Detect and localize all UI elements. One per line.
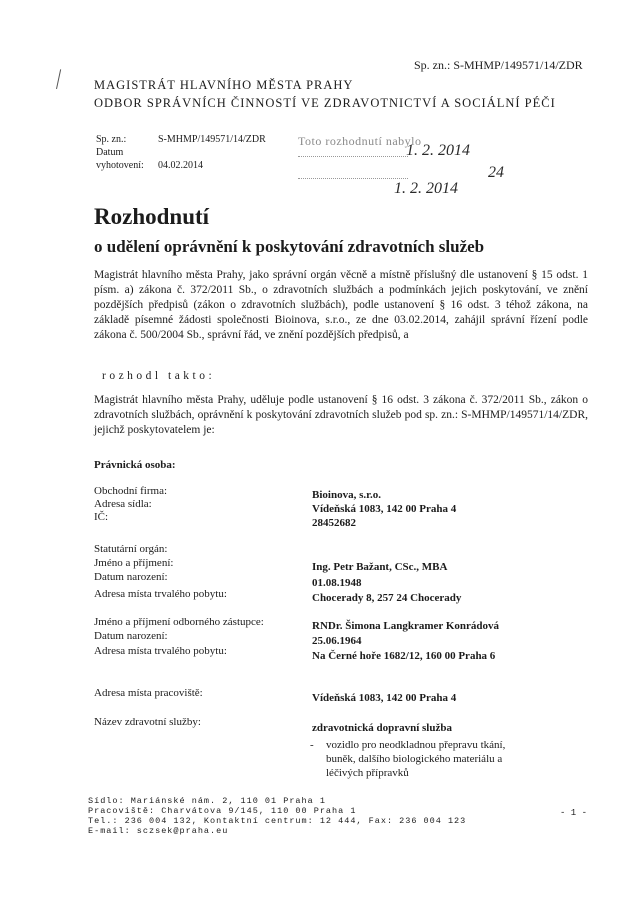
margin-mark — [56, 69, 69, 90]
handwritten-number: 24 — [488, 164, 504, 181]
footer-line-address: Sídlo: Mariánské nám. 2, 110 01 Praha 1 — [88, 796, 326, 806]
list-bullet: - — [310, 739, 314, 751]
zastupce-value: RNDr. Šimona Langkramer Konrádová — [312, 620, 500, 632]
page-number: - 1 - — [560, 808, 588, 818]
footer-line-phone: Tel.: 236 004 132, Kontaktní centrum: 12 444, Fax: 236 004 123 — [88, 816, 467, 826]
ic-label: IČ: — [94, 511, 109, 523]
stamp-text: Toto rozhodnutí nabylo — [298, 134, 422, 148]
section-title: Právnická osoba: — [94, 459, 176, 471]
list-item: vozidlo pro neodkladnou přepravu tkání, buněk, dalšího biologického materiálu a léčivých přípravků — [326, 739, 506, 779]
footer-contact — [88, 796, 466, 836]
narozeni-value: 01.08.1948 — [312, 577, 362, 589]
reference-number-top: Sp. zn.: S-MHMP/149571/14/ZDR — [414, 58, 583, 72]
zastupce-narozeni-label: Datum narození: — [94, 630, 168, 642]
vyhotoveni-label: vyhotovení: — [96, 160, 144, 171]
pobyt-label: Adresa místa trvalého pobytu: — [94, 588, 227, 600]
sp-zn-label: Sp. zn.: — [96, 134, 127, 145]
firma-label: Obchodní firma: — [94, 485, 168, 497]
handwritten-date-1: 1. 2. 2014 — [406, 142, 470, 159]
document-subtitle: o udělení oprávnění k poskytování zdravotních služeb — [94, 237, 485, 256]
document-title: Rozhodnutí — [94, 204, 210, 229]
ic-value: 28452682 — [312, 517, 356, 529]
footer-line-office: Pracoviště: Charvátova 9/145, 110 00 Praha 1 — [88, 806, 357, 816]
authority-name: MAGISTRÁT HLAVNÍHO MĚSTA PRAHY — [94, 78, 354, 92]
decision-paragraph: Magistrát hlavního města Prahy, uděluje podle ustanovení § 16 odst. 3 zákona č. 372/2011 Sb., zákon o zdravotních službách, oprávnění k poskytování zdravotních služeb pod sp. zn.: S-MHMP/149571/14/ZDR, jejichž poskytovatelem je: — [94, 394, 588, 436]
sp-zn-value: S-MHMP/149571/14/ZDR — [158, 134, 266, 145]
zastupce-narozeni-value: 25.06.1964 — [312, 635, 362, 647]
decision-heading: rozhodl takto: — [102, 370, 216, 382]
stamp-dotted-line — [298, 156, 408, 158]
footer-line-email: E-mail: sczsek@praha.eu — [88, 826, 229, 836]
firma-value: Bioinova, s.r.o. — [312, 489, 381, 501]
narozeni-label: Datum narození: — [94, 571, 168, 583]
zastupce-pobyt-value: Na Černé hoře 1682/12, 160 00 Praha 6 — [312, 650, 496, 662]
sluzba-label: Název zdravotní služby: — [94, 716, 201, 728]
handwritten-date-2: 1. 2. 2014 — [394, 180, 458, 197]
pracoviste-label: Adresa místa pracoviště: — [94, 687, 203, 699]
jmeno-label: Jméno a příjmení: — [94, 557, 174, 569]
zastupce-pobyt-label: Adresa místa trvalého pobytu: — [94, 645, 227, 657]
pobyt-value: Chocerady 8, 257 24 Chocerady — [312, 592, 462, 604]
datum-label: Datum — [96, 147, 124, 158]
datum-value: 04.02.2014 — [158, 160, 203, 171]
department-name: ODBOR SPRÁVNÍCH ČINNOSTÍ VE ZDRAVOTNICTVÍ A SOCIÁLNÍ PÉČI — [94, 96, 556, 110]
intro-paragraph: Magistrát hlavního města Prahy, jako správní orgán věcně a místně příslušný dle ustanovení § 15 odst. 1 písm. a) zákona č. 372/2011 Sb., o zdravotních službách a podmínkách jejich poskytování, ve znění pozdějších předpisů (zákon o zdravotních službách), podle ustanovení § 16 odst. 3 téhož zákona, na základě písemné žádosti společnosti Bioinova, s.r.o., ze dne 03.02.2014, zahájil správní řízení podle zákona č. 500/2004 Sb., správní řád, ve znění pozdějších předpisů, a — [94, 269, 588, 341]
statutarni-label: Statutární orgán: — [94, 543, 168, 555]
jmeno-value: Ing. Petr Bažant, CSc., MBA — [312, 561, 448, 573]
legal-effect-stamp — [298, 134, 524, 206]
stamp-dotted-line-2 — [298, 178, 408, 180]
sluzba-value: zdravotnická dopravní služba — [312, 722, 452, 734]
sidlo-value: Vídeňská 1083, 142 00 Praha 4 — [312, 503, 457, 515]
pracoviste-value: Vídeňská 1083, 142 00 Praha 4 — [312, 692, 457, 704]
zastupce-label: Jméno a příjmení odborného zástupce: — [94, 616, 264, 628]
sidlo-label: Adresa sídla: — [94, 498, 152, 510]
meta-labels — [96, 133, 144, 172]
